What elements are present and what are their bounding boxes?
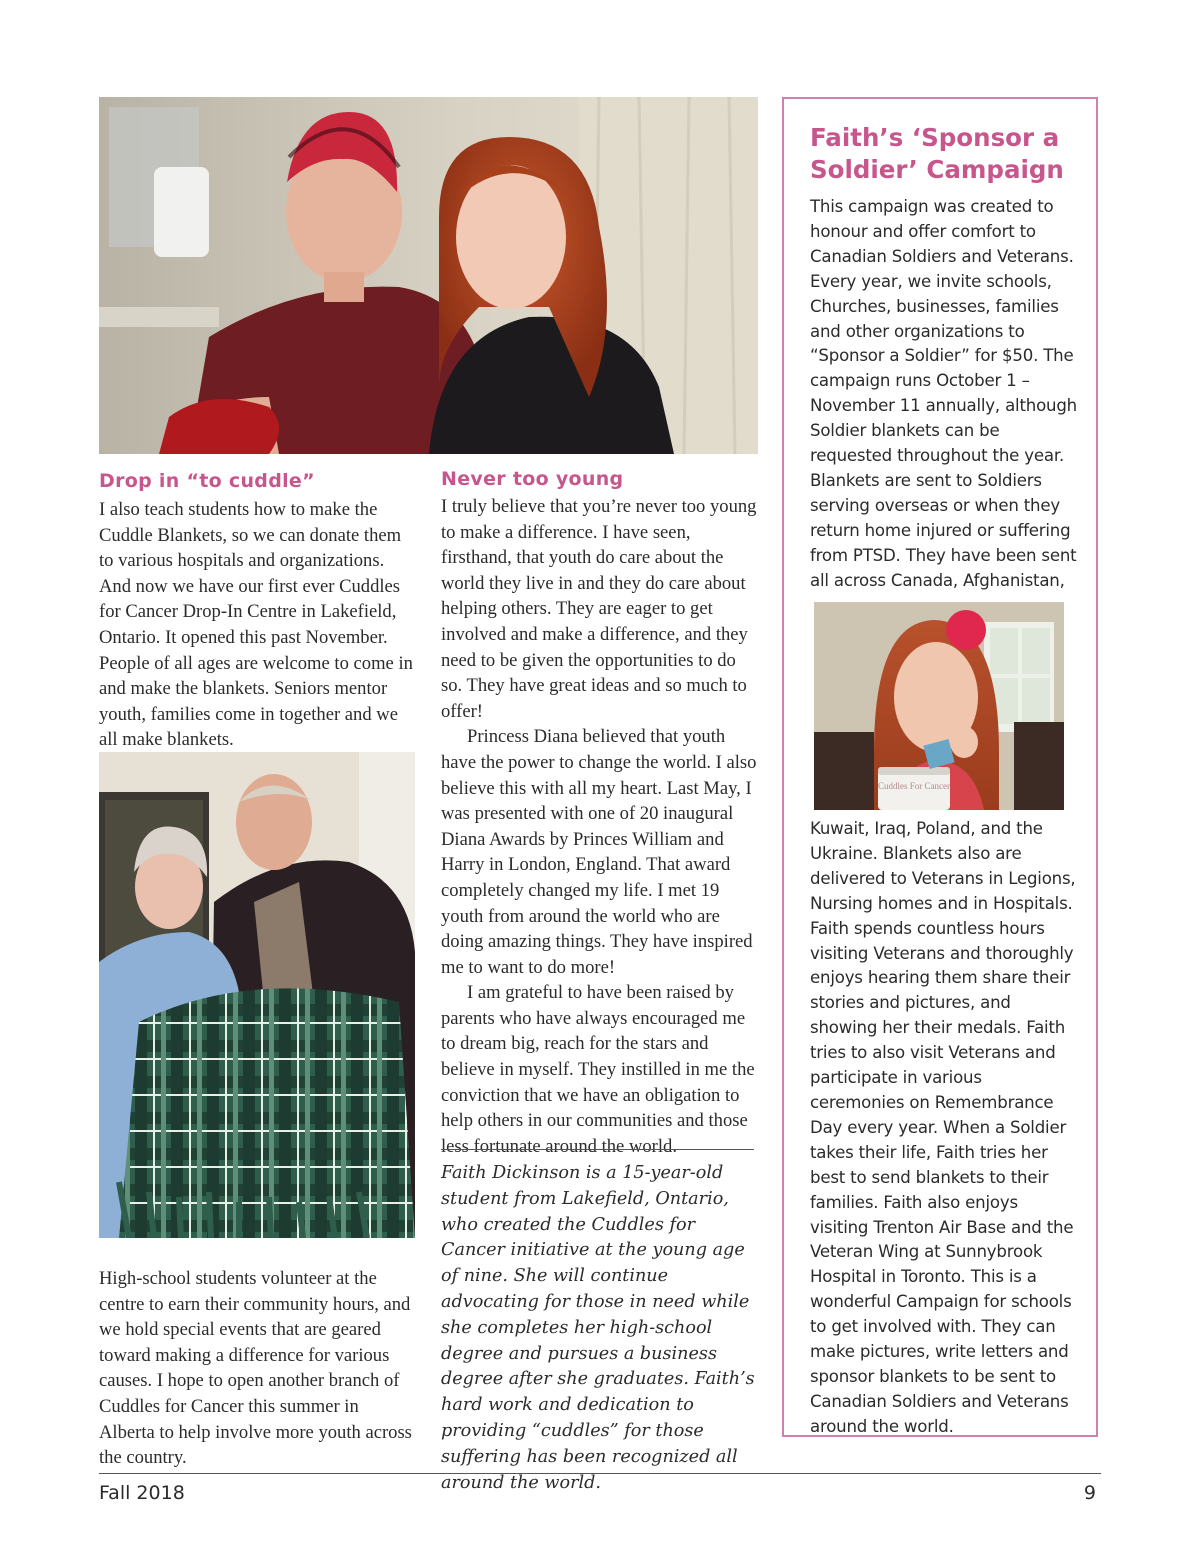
- photo-seniors-with-plaid-blanket: [99, 752, 415, 1238]
- paragraph: High-school students volunteer at the centre to earn their community hours, and we hold special events that are geared toward making a difference for various causes. I hope to open another branch of Cuddles for Cancer this summer in Alberta to help involve more youth across the country.: [99, 1268, 412, 1469]
- footer-issue: Fall 2018: [99, 1482, 185, 1504]
- sidebar-paragraph-2: Kuwait, Iraq, Poland, and the Ukraine. Blankets also are delivered to Veterans in Legions, Nursing homes and in Hospitals. Faith spends countless hours visiting Veterans and thoroughly enjoys hearing them share their stories and pictures, and showing her their medals. Faith tries to also visit Veterans and participate in various ceremonies on Remembrance Day every year. When a Soldier takes their life, Faith tries her best to send blankets to their families. Faith also enjoys visiting Trenton Air Base and the Veteran Wing at Sunnybrook Hospital in Toronto. This is a wonderful Campaign for schools to get involved with. They can make pictures, write letters and sponsor blankets to be sent to Canadian Soldiers and Veterans around the world.: [810, 819, 1076, 1436]
- paragraph: I am grateful to have been raised by parents who have always encouraged me to dream big, reach for the stars and believe in myself. They instilled in me the conviction that we have an obligation to help others in our communities and those less fortunate around the world.: [441, 982, 755, 1157]
- paragraph: Princess Diana believed that youth have the power to change the world. I also believe this with all my heart. Last May, I was presented with one of 20 inaugural Diana Awards by Princes William and Harry in London, England. That award completely changed my life. I met 19 youth from around the world who are doing amazing things. They have inspired me to want to do more!: [441, 726, 757, 978]
- left-column-paragraph-2: [99, 1266, 417, 1471]
- sidebar-title: Faith’s ‘Sponsor a Soldier’ Campaign: [810, 123, 1064, 184]
- paragraph: I also teach students how to make the Cuddle Blankets, so we can donate them to various hospitals and organizations. And now we have our first ever Cuddles for Cancer Drop-In Centre in Lakefield, Ontario. It opened this past November. People of all ages are welcome to come in and make the blankets. Seniors mentor youth, families come in together and we all make blankets.: [99, 499, 413, 751]
- paragraph: I truly believe that you’re never too young to make a difference. I have seen, firsthand, that youth do care about the world they live in and they do care about helping others. They are eager to get involved and make a difference, and they need to be given the opportunities to do so. They have great ideas and so much to offer!: [441, 496, 757, 722]
- left-column-paragraph-1: [99, 497, 417, 753]
- middle-column-body: [441, 494, 759, 1159]
- donation-can-label: Cuddles For Cancer: [878, 781, 950, 791]
- photo-woman-and-girl: [99, 97, 758, 454]
- bio-divider: [441, 1149, 754, 1150]
- footer-rule: [99, 1473, 1101, 1474]
- sidebar-paragraph-1: This campaign was created to honour and offer comfort to Canadian Soldiers and Veterans. Every year, we invite schools, Churches, businesses, families and other organizations to “Sponsor a Soldier” for $50. The campaign runs October 1 – November 11 annually, although Soldier blankets can be requested throughout the year. Blankets are sent to Soldiers serving overseas or when they return home injured or suffering from PTSD. They have been sent all across Canada, Afghanistan,: [810, 197, 1077, 590]
- author-bio: Faith Dickinson is a 15-year-old student from Lakefield, Ontario, who created the Cuddles for Cancer initiative at the young age of nine. She will continue advocating for those in need while she completes her high-school degree and pursues a business degree after she graduates. Faith’s hard work and dedication to providing “cuddles” for those suffering has been recognized all around the world.: [441, 1163, 755, 1493]
- section-heading-drop-in: Drop in “to cuddle”: [99, 470, 315, 492]
- photo-girl-with-donation-can: [814, 602, 1064, 810]
- page-number: 9: [1083, 1482, 1096, 1504]
- section-heading-never-too-young: Never too young: [441, 468, 624, 490]
